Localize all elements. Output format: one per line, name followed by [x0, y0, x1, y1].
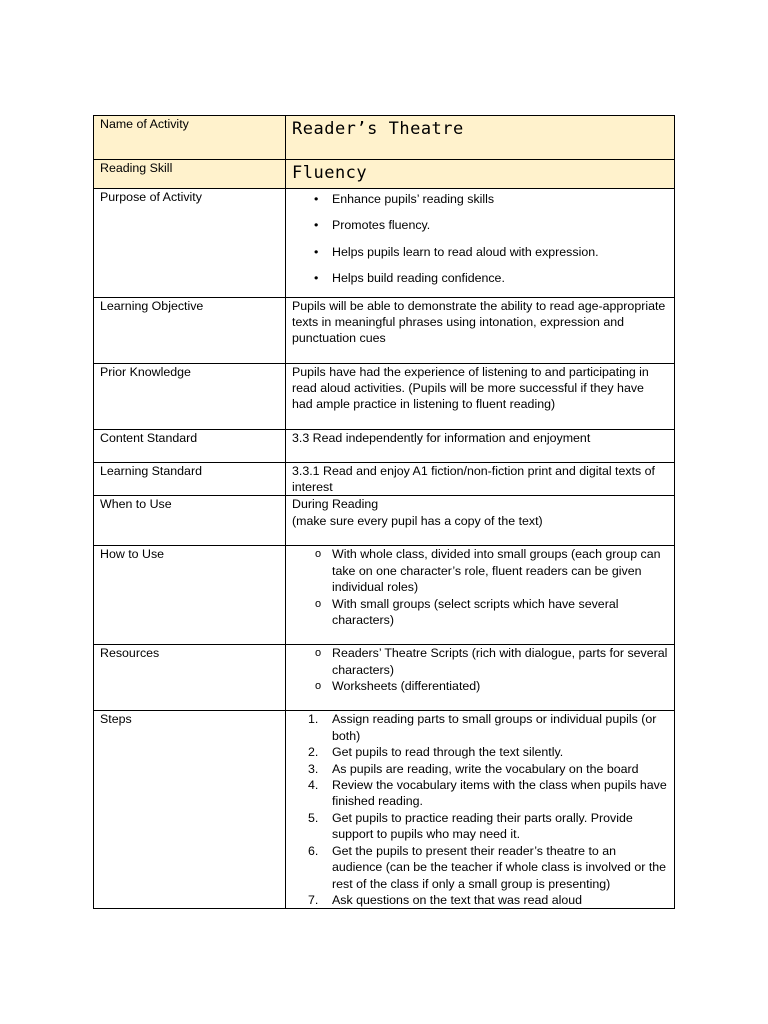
learning-standard-value: 3.3.1 Read and enjoy A1 fiction/non-fiction print and digital texts of interest: [286, 462, 675, 496]
list-item: o Readers’ Theatre Scripts (rich with dialogue, parts for several characters): [292, 645, 668, 678]
list-item: [292, 843, 668, 892]
label-name-of-activity: Name of Activity: [94, 116, 286, 160]
activity-table: [93, 115, 675, 909]
list-item: • Helps build reading confidence.: [292, 270, 668, 286]
learning-objective-value: Pupils will be able to demonstrate the ability to read age-appropriate texts in meaningful phrases using intonation, expression and punctuation cues: [286, 297, 675, 363]
step-text: Get pupils to practice reading their parts orally. Provide support to pupils who may need it.: [332, 810, 633, 842]
list-item: [292, 810, 668, 843]
value-cell: [286, 116, 675, 160]
value-cell: [286, 711, 675, 909]
list-item: [292, 777, 668, 810]
step-number: 3.: [308, 761, 319, 776]
label-learning-standard: Learning Standard: [94, 462, 286, 496]
step-text: Get the pupils to present their reader’s theatre to an audience (can be the teacher if whole class is involved or the rest of the class if only a small group is presenting): [332, 843, 667, 891]
prior-knowledge-value: Pupils have had the experience of listening to and participating in read aloud activities. (Pupils will be more successful if they have had ample practice in listening to fluent reading): [286, 363, 675, 429]
content-standard-value: 3.3 Read independently for information and enjoyment: [286, 429, 675, 462]
how-to-use-list: [292, 546, 668, 628]
when-to-use-line1: During Reading: [292, 497, 379, 512]
label-content-standard: Content Standard: [94, 429, 286, 462]
step-text: Assign reading parts to small groups or individual pupils (or both): [332, 712, 657, 743]
list-item: [292, 744, 668, 760]
value-cell: [286, 546, 675, 645]
purpose-list: [292, 191, 668, 287]
value-cell: [286, 496, 675, 546]
label-purpose: Purpose of Activity: [94, 189, 286, 298]
row-learning-standard: [94, 462, 675, 496]
step-number: 1.: [308, 712, 319, 727]
list-item: o With whole class, divided into small groups (each group can take on one character’s role, fluent readers can be given individual roles): [292, 546, 668, 595]
label-steps: Steps: [94, 711, 286, 909]
row-resources: [94, 645, 675, 711]
list-item: [292, 711, 668, 744]
row-content-standard: [94, 429, 675, 462]
activity-name: Reader’s Theatre: [292, 119, 464, 139]
label-reading-skill: Reading Skill: [94, 160, 286, 189]
step-text: Get pupils to read through the text silently.: [332, 745, 564, 760]
label-prior-knowledge: Prior Knowledge: [94, 363, 286, 429]
list-item: o With small groups (select scripts which have several characters): [292, 596, 668, 629]
steps-list: [292, 711, 668, 908]
row-steps: [94, 711, 675, 909]
list-item: [292, 892, 668, 908]
row-when-to-use: [94, 496, 675, 546]
label-how-to-use: How to Use: [94, 546, 286, 645]
label-when-to-use: When to Use: [94, 496, 286, 546]
value-cell: [286, 645, 675, 711]
row-learning-objective: [94, 297, 675, 363]
row-prior-knowledge: [94, 363, 675, 429]
list-item: • Promotes fluency.: [292, 217, 668, 233]
row-purpose: [94, 189, 675, 298]
step-number: 7.: [308, 892, 319, 907]
row-name-of-activity: [94, 116, 675, 160]
value-cell: [286, 189, 675, 298]
row-reading-skill: [94, 160, 675, 189]
step-number: 5.: [308, 810, 319, 825]
step-number: 2.: [308, 745, 319, 760]
step-text: As pupils are reading, write the vocabulary on the board: [332, 761, 639, 776]
step-number: 6.: [308, 843, 319, 858]
value-cell: [286, 160, 675, 189]
list-item: o Worksheets (differentiated): [292, 678, 668, 694]
label-resources: Resources: [94, 645, 286, 711]
resources-list: [292, 645, 668, 694]
list-item: • Helps pupils learn to read aloud with expression.: [292, 244, 668, 260]
step-text: Review the vocabulary items with the class when pupils have finished reading.: [332, 778, 667, 809]
list-item: [292, 761, 668, 777]
row-how-to-use: [94, 546, 675, 645]
step-number: 4.: [308, 778, 319, 793]
step-text: Ask questions on the text that was read aloud: [332, 892, 583, 907]
label-learning-objective: Learning Objective: [94, 297, 286, 363]
reading-skill-value: Fluency: [292, 163, 368, 183]
list-item: • Enhance pupils’ reading skills: [292, 191, 668, 207]
when-to-use-line2: (make sure every pupil has a copy of the text): [292, 513, 543, 528]
